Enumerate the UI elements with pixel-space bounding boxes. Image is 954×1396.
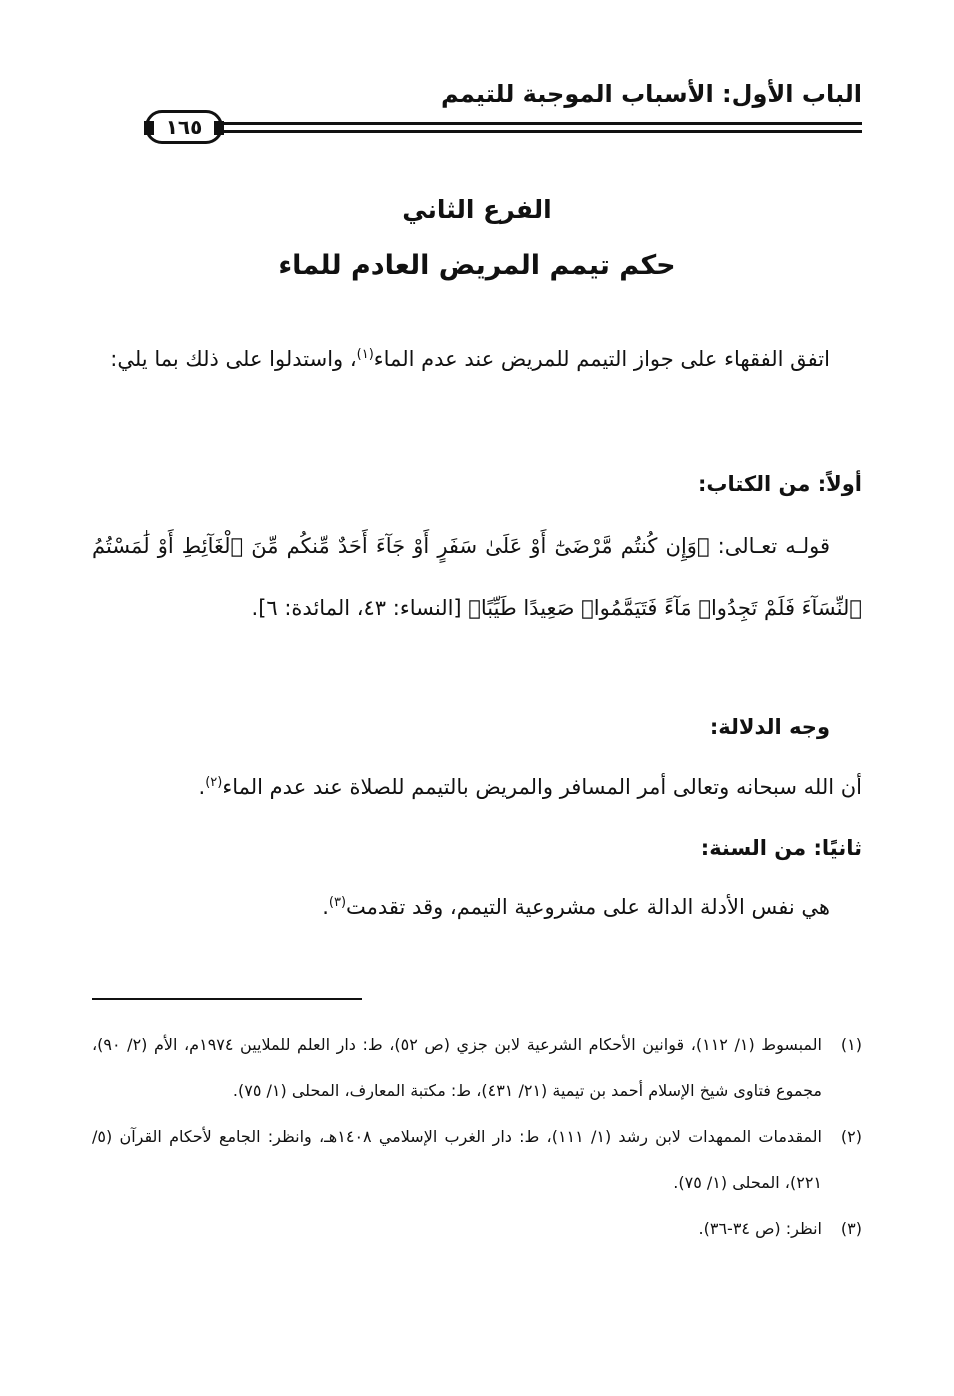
verse-text: قولـه تعـالى: ﴿وَإِن كُنتُم مَّرْضَىٰٓ أَوْ عَلَىٰ سَفَرٍ أَوْ جَآءَ أَحَدٌ مِّنكُم مِّنَ ٱلْغَآئِطِ أَوْ لَٰمَسْتُمُ ٱلنِّسَآءَ فَلَمْ تَجِدُوا۟ مَآءً فَتَيَمَّمُوا۟ صَعِيدًا طَيِّبًا﴾ [النساء: ٤٣، المائدة: ٦]. [92, 534, 862, 620]
footnote-ref-3: (٣) [328, 895, 347, 910]
footnotes [92, 1022, 862, 1252]
section-subtitle: حكم تيمم المريض العادم للماء [278, 250, 676, 281]
footnote-number: (١) [840, 1035, 862, 1054]
running-title: الباب الأول: الأسباب الموجبة للتيمم [441, 80, 862, 108]
sunnah-end: . [322, 895, 329, 919]
section-title: الفرع الثاني [402, 195, 552, 224]
second-heading: ثانيًا: من السنة: [700, 836, 862, 860]
footnote-ref-1: (١) [356, 347, 374, 362]
intro-paragraph [92, 328, 862, 390]
intro-text-cont: ، واستدلوا على ذلك بما يلي: [110, 347, 357, 371]
sunnah-text: هي نفس الأدلة الدالة على مشروعية التيمم، وقد تقدمت [346, 895, 830, 919]
first-heading: أولاً: من الكتاب: [697, 472, 862, 496]
header-rule-bottom [220, 130, 862, 133]
page-number: ١٦٥ [165, 115, 203, 139]
footnote-separator [92, 998, 362, 1000]
intro-text: اتفق الفقهاء على جواز التيمم للمريض عند عدم الماء [373, 347, 830, 371]
footnote-text: انظر: (ص ٣٤-٣٦). [698, 1219, 822, 1238]
verse-paragraph [92, 515, 862, 639]
sunnah-paragraph [92, 876, 862, 938]
footnote-ref-2: (٢) [205, 775, 223, 790]
footnote [92, 1022, 862, 1114]
footnote [92, 1114, 862, 1206]
footnote-text: المقدمات الممهدات لابن رشد (١/ ١١١)، ط: دار الغرب الإسلامي ١٤٠٨هـ، وانظر: الجامع لأحكام القرآن (٥/ ٢٢١)، المحلى (١/ ٧٥). [92, 1127, 823, 1192]
footnote-text: المبسوط (١/ ١١٢)، قوانين الأحكام الشرعية لابن جزي (ص ٥٢)، ط: دار العلم للملايين ١٩٧٤م، الأم (٢/ ٩٠)، مجموع فتاوى شيخ الإسلام أحمد بن تيمية (٢١/ ٤٣١)، ط: مكتبة المعارف، المحلى (١/ ٧٥). [92, 1035, 823, 1100]
evidence-paragraph [92, 756, 862, 818]
footnote-number: (٢) [840, 1127, 862, 1146]
evidence-heading: وجه الدلالة: [709, 715, 830, 739]
footnote [92, 1206, 862, 1252]
evidence-text: أن الله سبحانه وتعالى أمر المسافر والمريض بالتيمم للصلاة عند عدم الماء [222, 775, 862, 799]
footnote-number: (٣) [840, 1219, 862, 1238]
page-number-badge [145, 110, 223, 144]
evidence-end: . [198, 775, 206, 799]
header-rule-top [220, 122, 862, 125]
